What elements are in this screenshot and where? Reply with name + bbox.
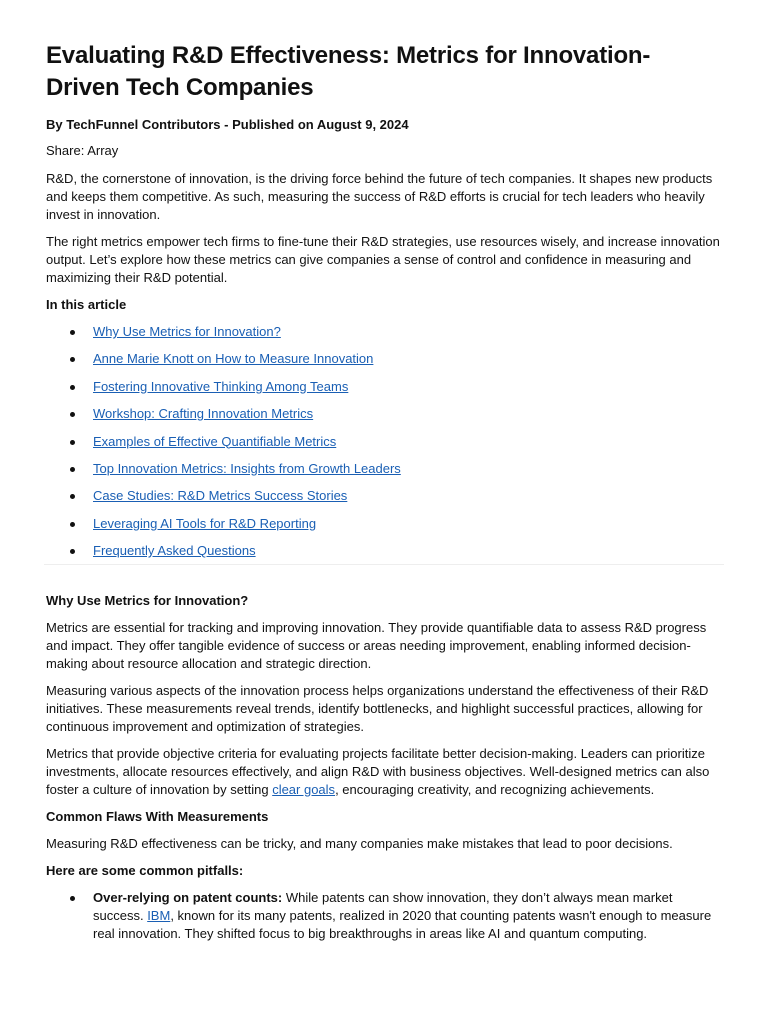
why-paragraph-2: Measuring various aspects of the innovation process helps organizations understand the effectiveness of their R&D initiatives. These measurements reveal trends, identify bottlenecks, and highlight successful practices, allowing for continuous improvement and optimization of strategies.: [46, 682, 709, 734]
table-of-contents: [46, 323, 722, 570]
section-heading-why-metrics: Why Use Metrics for Innovation?: [46, 592, 249, 608]
article-byline: By TechFunnel Contributors - Published on August 9, 2024: [46, 117, 409, 132]
toc-item: [46, 542, 722, 569]
toc-item: [46, 405, 722, 432]
toc-item: [46, 350, 722, 377]
intro-paragraph-2: The right metrics empower tech firms to fine-tune their R&D strategies, use resources wisely, and increase innovation output. Let’s explore how these metrics can give companies a sense of control and confidence in measuring and maximizing their R&D potential.: [46, 234, 720, 285]
toc-link-case-studies[interactable]: Case Studies: R&D Metrics Success Stories: [93, 488, 348, 504]
toc-item: [46, 460, 722, 487]
toc-item: [46, 323, 722, 350]
pitfall-text-end: , known for its many patents, realized in 2020 that counting patents wasn't enough to measure real innovation. They shifted focus to big breakthroughs in areas like AI and quantum computing.: [93, 907, 712, 941]
flaws-paragraph: Measuring R&D effectiveness can be tricky, and many companies make mistakes that lead to poor decisions.: [46, 835, 673, 851]
article-content: [46, 40, 722, 943]
toc-link-workshop[interactable]: Workshop: Crafting Innovation Metrics: [93, 406, 314, 422]
pitfall-label: Over-relying on patent counts:: [93, 889, 283, 905]
why-paragraph-3-text-end: , encouraging creativity, and recognizing achievements.: [335, 781, 655, 797]
toc-link-ai-tools[interactable]: Leveraging AI Tools for R&D Reporting: [93, 515, 317, 531]
ibm-link[interactable]: IBM: [147, 907, 171, 923]
toc-link-fostering-thinking[interactable]: Fostering Innovative Thinking Among Teams: [93, 378, 349, 394]
toc-link-top-metrics[interactable]: Top Innovation Metrics: Insights from Growth Leaders: [93, 460, 401, 476]
share-text: Share: Array: [46, 143, 119, 158]
pitfalls-list: [46, 889, 722, 943]
toc-item: [46, 378, 722, 405]
toc-item: [46, 515, 722, 542]
clear-goals-link[interactable]: clear goals: [272, 781, 336, 797]
article-title: Evaluating R&D Effectiveness: Metrics for Innovation-Driven Tech Companies: [46, 42, 651, 101]
section-heading-common-flaws: Common Flaws With Measurements: [46, 808, 269, 824]
pitfalls-heading: Here are some common pitfalls:: [46, 862, 244, 878]
toc-link-anne-marie-knott[interactable]: Anne Marie Knott on How to Measure Innovation: [93, 351, 374, 367]
toc-item: [46, 433, 722, 460]
pitfall-item: [46, 889, 722, 943]
why-paragraph-1: Metrics are essential for tracking and improving innovation. They provide quantifiable data to assess R&D progress and impact. They offer tangible evidence of success or areas needing improvement, enabling informed decision-making about resource allocation and strategic direction.: [46, 619, 707, 671]
why-paragraph-3: [46, 745, 722, 799]
why-paragraph-3-text-start: Metrics that provide objective criteria for evaluating projects facilitate better decision-making. Leaders can prioritize investments, allocate resources effectively, and align R&D with business objectives. Well-designed metrics can also foster a culture of innovation by setting: [46, 745, 710, 797]
pitfall-text-start: While patents can show innovation, they don’t always mean market success.: [93, 889, 673, 923]
toc-link-faq[interactable]: Frequently Asked Questions: [93, 543, 256, 559]
toc-item: [46, 487, 722, 514]
toc-link-examples[interactable]: Examples of Effective Quantifiable Metrics: [93, 433, 337, 449]
intro-paragraph-1: R&D, the cornerstone of innovation, is the driving force behind the future of tech companies. It shapes new products and keeps them competitive. As such, measuring the success of R&D efforts is crucial for tech leaders who heavily invest in innovation.: [46, 171, 713, 222]
toc-heading: In this article: [46, 297, 127, 312]
toc-link-why-use-metrics[interactable]: Why Use Metrics for Innovation?: [93, 324, 281, 339]
